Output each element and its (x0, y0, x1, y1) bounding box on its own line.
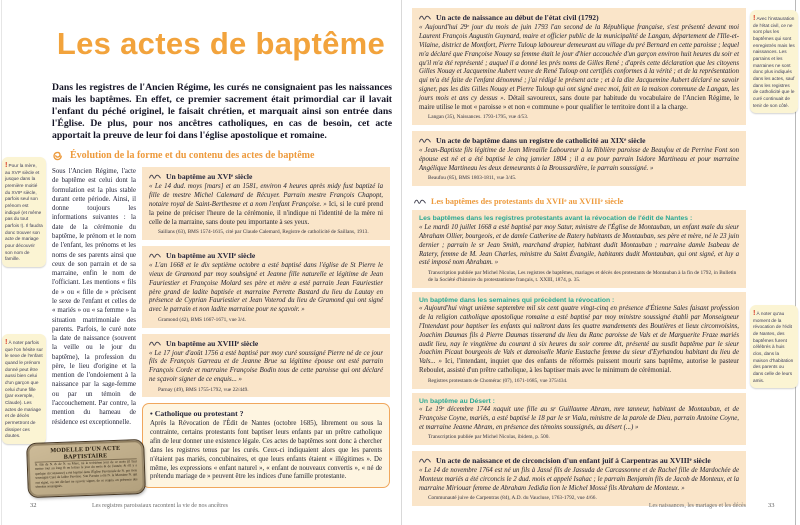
margin-note-text: À noter qu'au moment de la révocation de l'édit de Nantes, des baptêmes furent célébrés à huis clos, dans la maison d'habitation des parents ou dans celle de leurs amis. (753, 311, 794, 383)
quote-text: « Aujourd'hui vingt unième septembre mil six cent quatre vingt-cinq en présence d'Étienne Sales faisant profession de la religion catholique apostolique romaine a esté baptisé par moy ministre soussigné établi par Monseigneur l'Intendant pour baptiser les enfants qui naîtront dans les quatre mandements des Boutières et lieux circonvoisins, Joachim Daumas fils à Pierre Daumas tisserand du lieu du Ranc paroisse de Vals et de Marguerite Fraze mariés audit lieu, nay le vingtième du courant à six heures du soir comme dit, présenté au susdit baptême par le sieur Joachim Picaut bourgeois de Vals et damoiselle Marie Eustache femme du sieur d'Eyrhandou habitant du lieu de Vals... » (419, 305, 739, 366)
quote-box-title: Un acte de naissance au début de l'état civil (1792) (436, 13, 599, 22)
handwriting-squiggle-icon (149, 173, 161, 180)
sub-heading: Les baptêmes dans les registres protestants avant la révocation de l'édit de Nantes : (419, 215, 693, 223)
source-citation: Beaufou (85), BMS 1803-1811, vue 3/45. (428, 175, 517, 182)
curl-ornament-icon (52, 150, 63, 161)
facsimile-body: N. fils de N. & de N. sa Mere, né le troisième jour de ce mois (il faut mettre tout au long & en lettres le jour du mois & de l'année, & s'il y a quelque circonstance) a été baptisé dans l'Église Paroissiale de N. par moy soussigné Curé de ladite Paroisse. Son Parrain a été N. la Marraine N. qui ont signé, ou ont déclaré ne sçavoir signer, de ce requis, en présence des témoins soussignés. (34, 459, 138, 489)
margin-note (2, 157, 46, 267)
page-number: 33 (768, 502, 775, 509)
quote-box-catholicite-19th (412, 131, 746, 186)
sub-heading: Un baptême dans les semaines qui précèdent la révocation : (419, 296, 615, 304)
protestant-section-heading-label: Les baptêmes des protestants du XVIIᵉ au XVIIIᵉ siècle (431, 197, 624, 207)
quote-box-etat-civil-1792 (412, 8, 746, 125)
handwriting-squiggle-icon (419, 14, 431, 21)
protestant-block-desert (412, 393, 746, 446)
quote-box-18th-century (142, 334, 390, 398)
quote-text: « Le 17 jour d'août 1756 a esté baptisé par moy curé soussigné Pierre né de ce jour fils de François Garreau et de Jeanne Brue sa légitime épouse ont esté parrain François Corde et marraine Françoise Bodin tous de cette paroisse qui ont déclaré ne sçavoir signer de ce enquis... » (149, 349, 383, 384)
handwriting-squiggle-icon (419, 137, 431, 144)
right-page (412, 0, 746, 525)
margin-note (2, 334, 46, 444)
quote-box-title: Un baptême au XVIᵉ siècle (166, 172, 253, 181)
quote-box-title: Un acte de naissance et de circoncision d'un enfant juif à Carpentras au XVIIIᵉ siècle (436, 456, 711, 466)
section-heading (52, 150, 392, 161)
quote-text: « Jean-Baptiste fils légitime de Jean Mireaille Laboureur à la Riblière paroisse de Beaufou et de Perrine Font son épouse est né et a été baptisé le cinq janvier 1804 ; il a eu pour parrain Isidore Martineau et pour marraine Angélique Martineau les deux demeurants à la Broussardière, le parrain soussigné. » (419, 147, 739, 173)
quote-text: « Aujourd'hui 29ᵉ jour du mois de juin 1793 l'an second de la République française, s'est présenté devant moi Laurent François Augustin Guynard, maire et officier public de la municipalité de Langan, département de l'Ille-et-Vilaine, district de Montfort, Pierre Tuloup laboureur demeurant au village du pré Bernard en cette paroisse ; lequel m'a déclaré que Françoise Nouay sa femme était le jour d'hier accouchée d'un garçon environ huit heures du soir et qu'il m'a été représenté ; auquel il a donné les prés noms de Gilles René ; d'après cette déclaration que les citoyens Gilles Nouay et Jacquemine Aubert veuve de René Tuloup ont certifiés conformes à la vérité ; et de la représentation qui m'a été faite de l'enfant dénommé ; j'ai rédigé le présent acte ; et à la dite Jacquemine Aubert déclaré ne savoir signer, pas les dits Gilles Nouay et Pierre Tuloup qui ont signé avec moi, fait en la maison commune de Langan, les jours mois et ans cy dessus ». (419, 24, 739, 103)
handwriting-squiggle-icon (414, 198, 426, 205)
handwriting-squiggle-icon (149, 340, 161, 347)
margin-note-text: À noter parfois que l'on hésite sur le sexe de l'enfant quand le prénom donné peut être aussi bien celui d'un garçon que celui d'une fille (par exemple, Claude). Les actes de mariage et de décès permettront de dissiper ces doutes. (5, 340, 43, 439)
source-citation: Gramond (42), BMS 1667-1671, vue 3/4. (158, 316, 246, 323)
handwriting-squiggle-icon (419, 457, 431, 464)
quote-text: « Le mardi 10 juillet 1668 a esté baptisé par moy Satur, ministre de l'Église de Montauban, un enfant male du sieur Abraham Ollier, bourgeois, et de damle Catherine de Ratery habitants de Montauban, ses père et mère, né le 23 juin dernier ; parrain le sr Jean Smith, marchand drapier, habitant dudit Montauban ; marraine damle Isabeau de Ratery, femme de M. Jean Charles, ministre du Saint Évangile, habitants dudit Montauban, qui ont signé, et luy a esté imposé nom Abraham. » (419, 223, 739, 267)
bullet-icon: • (150, 409, 153, 419)
facsimile-title: MODELLE D'UN ACTE BAPTISTAIRE (34, 444, 136, 463)
exclamation-icon: ! (753, 13, 756, 22)
catholic-or-protestant-box (142, 403, 390, 488)
quote-text: « L'an 1668 et le dix septième octobre a esté baptisé dans l'église de St Pierre le vieux de Gramond par moy soubsigné et Jeanne fille naturelle et légitime de Jean Fauriestier et Françoise Molard ses père et mère a esté parrain Jean Fauriestier père grand de ladite baptisée et marraine Perrette Bastard du lieu du Lautay en présence de Cyprian Fauriestier et Jean Voterod du lieu de Gramond qui ont signé avec le parrain et non ladite marraine pour ne sçavoir. » (149, 261, 383, 314)
quote-box-16th-century (142, 167, 390, 240)
quote-boxes-column (142, 167, 390, 488)
section-heading-label: Évolution de la forme et du contenu des actes de baptême (70, 150, 315, 161)
exclamation-icon: ! (5, 337, 8, 346)
margin-note-text: Pour la mère, au XVIᵉ siècle et jusque dans la première moitié du XVIIᵉ siècle, parfois seul son prénom est indiqué (et même pas du tout parfois !). Il faudra donc trouver son acte de mariage pour découvrir son nom de famille. (5, 163, 43, 262)
quote-text: « Le 14 de novembre 1764 est né un fils à Jassé fils de Jassuda de Carcassonne et de Rachel fille de Mardochée de Monteux mariés a été circoncis le 2 dud. mois et appelé Isahac ; le parrain Benjamin fils de Jacob de Monteux, et la marraine Miriouar femme de Abraham Jedidia lion le Michel Mossé fils Abraham de Monteux. » (419, 467, 739, 492)
page-title: Les actes de baptême (56, 26, 386, 61)
catholic-box-text: Après la Révocation de l'Édit de Nantes (octobre 1685), librement ou sous la contrainte, certains protestants font baptiser leurs enfants par un prêtre catholique afin de leur donner une existence légale. Ces actes de baptêmes sont donc à chercher dans les registres tenus par les curés. Ceux-ci indiquaient alors que les parents n'étaient pas mariés, concubinaires, et que leurs enfants étaient « illégitimes ». De même, les expressions « enfant naturel », « enfant de nouveaux convertis », « né de prétendu mariage de » peuvent être les indices d'une famille protestante. (150, 420, 382, 481)
quote-box-17th-century (142, 246, 390, 328)
quote-comment: Ici, si le curé prend la peine de préciser l'heure de la cérémonie, il n'indique ni l'identité de la mère ni celle de la marraine, sans doute peu importante à ses yeux. (149, 200, 383, 226)
protestant-block-before-revocation (412, 210, 746, 287)
spread-gutter (401, 0, 402, 525)
exclamation-icon: ! (5, 160, 8, 169)
source-citation: Communauté juive de Carpentras (84), A.D. du Vaucluse, 1763-1792, vue 4/66. (428, 495, 597, 502)
source-citation: Saillans (63), BMS 1574-1615, cité par Claude Calemard, Registre de catholicité de Saillans, 1913. (158, 228, 369, 235)
left-page-content (52, 167, 390, 488)
margin-note-text: Avec l'instauration de l'état civil, ce ne sont plus les baptêmes qui sont enregistrés mais les naissances. Les parrains et les marraines ne sont donc plus indiqués dans les actes, sauf dans les registres de catholicité que le curé continuait de tenir de son côté. (753, 16, 795, 108)
sub-heading: Un baptême au Désert : (419, 397, 495, 405)
page-number: 32 (30, 502, 37, 509)
source-citation: Registres protestants de Chomérac (07), 1671-1685, vue 375/434. (428, 377, 568, 384)
quote-text: « Le 19ᵉ décembre 1744 naquit une fille au sr Guillaume Abram, mre tanneur, habitant de Montauban, et de Françoise Coyne, mariés, a esté baptisé le 18 par le sr Viala, ministre de la parole de Dieu, parrain Antoine Coyne, et marraine Jeanne Abram, en présence des témoins soussignés, au désert (...) » (419, 406, 739, 431)
running-footer: Les registres paroissiaux racontent la vie de nos ancêtres (92, 503, 228, 509)
catholic-box-title: Catholique ou protestant ? (154, 409, 244, 419)
quote-box-jewish-birth-circumcision (412, 451, 746, 506)
source-citation: Transcription publiée par Michel Nicolas, Les registres de baptêmes, mariages et décès des protestants de Montauban à la fin de 1792, in Bulletin de la Société d'histoire du protestantisme français, t. XXIII, 1874, p. 35. (428, 269, 737, 283)
running-footer: Les naissances, les mariages et les décès (648, 503, 746, 509)
body-text-column: Sous l'Ancien Régime, l'acte de baptême est celui dont la formulation est la plus stable durant cette période. Ainsi, il donne toujours les informations suivantes : la date de la cérémonie du baptême, le prénom et le nom de l'enfant, les prénoms et les noms de ses parents ainsi que ceux de son parrain et de sa marraine, enfin le nom de l'officiant. Les mentions « fils de » ou « fille de » précisent le sexe de l'enfant et celles de « mariés » ou « sa femme » la situation matrimoniale des parents. Parfois, le curé note la date de naissance (souvent la veille ou le jour du baptême), la profession du père, le lieu d'origine et la mention de l'ondoiement à la naissance par la sage-femme ou par un témoin de l'accouchement. Par contre, la mention du hameau de résidence est exceptionnelle. (52, 168, 136, 426)
source-citation: Langan (35), Naissances. 1793-1795, vue 4/53. (428, 114, 529, 121)
quote-text: « Le 14 dud. moys [mars] et an 1581, environ 4 heures après midy fust baptizé la fille de mestre Michel Calemard de Récuyer. Parrain mestre François Chapopt, notaire royal de Saint-Berthesme et a nom l'enfant Françoise. » (149, 183, 383, 208)
quote-box-title: Un baptême au XVIIᵉ siècle (166, 250, 256, 260)
quote-comment: Ici, l'intendant, inquiet que des enfants de réformés puissent mourir sans baptême, autorise le pasteur Reboulet, assisté d'un prêtre catholique, à les baptiser mais avec le minimum de cérémonial. (419, 358, 739, 375)
source-citation: Parnay (49), BMS 1755-1792, vue 22/449. (158, 386, 249, 393)
margin-note (750, 305, 798, 388)
protestant-section-heading (414, 197, 746, 206)
handwriting-squiggle-icon (149, 252, 161, 259)
quote-box-title: Un acte de baptême dans un registre de catholicité au XIXᵉ siècle (436, 136, 646, 146)
baptism-act-model-facsimile (27, 440, 145, 497)
intro-paragraph: Dans les registres de l'Ancien Régime, les curés ne consignaient pas les naissances mais les baptêmes. En effet, ce premier sacrement était primordial car il lavait l'enfant du péché originel, le faisait chrétien, et marquait ainsi son entrée dans l'Église. De plus, pour nos ancêtres catholiques, en cas de besoin, cet acte apportait la preuve de leur foi dans l'église apostolique et romaine. (52, 82, 392, 142)
quote-comment: Détail savoureux, sans doute par habitude du vocabulaire de l'Ancien Régime, le maire utilise le mot « paroisse » et non « commune » pour qualifier le territoire dont il a la charge. (419, 95, 739, 112)
quote-box-title: Un baptême au XVIIIᵉ siècle (166, 338, 259, 348)
exclamation-icon: ! (753, 308, 756, 317)
protestant-block-weeks-before (412, 292, 746, 389)
source-citation: Transcription publiée par Michel Nicolas, ibidem, p. 500. (428, 434, 550, 441)
margin-note (750, 10, 798, 113)
